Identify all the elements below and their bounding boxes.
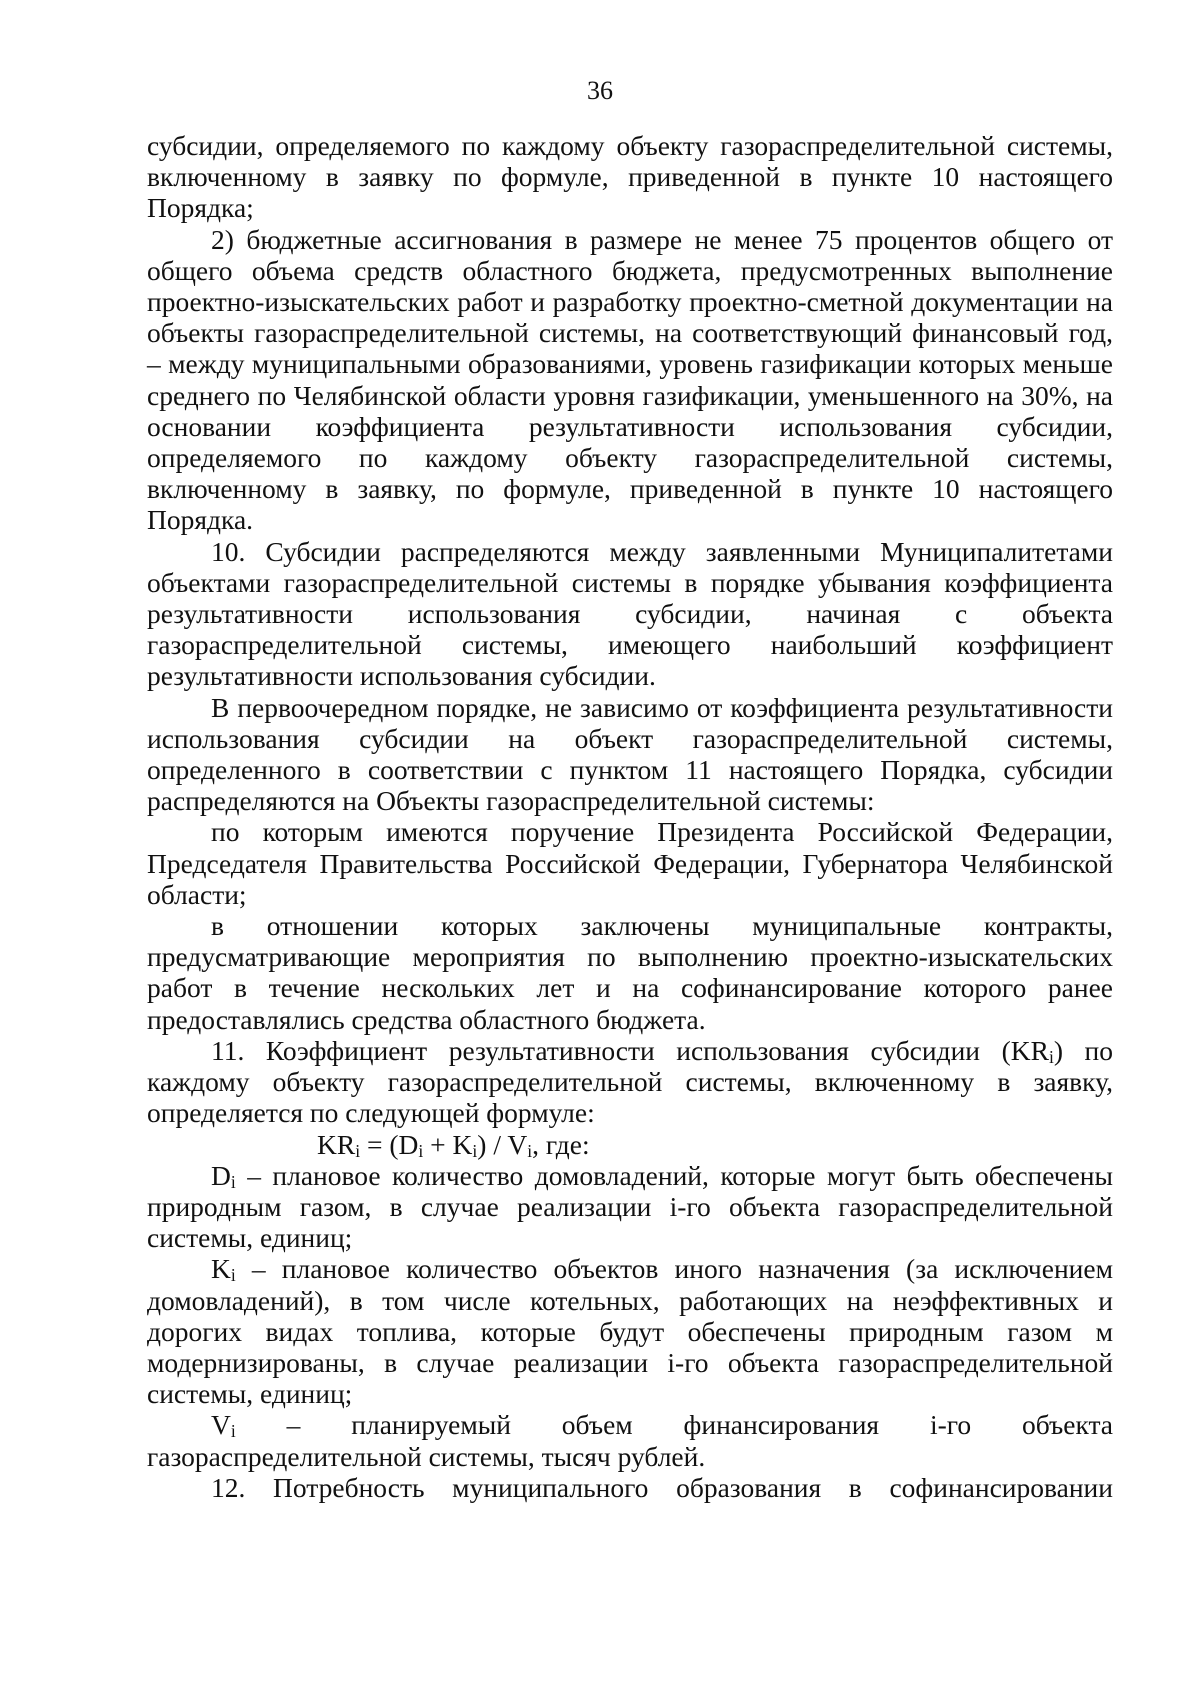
formula-sub-3: i xyxy=(472,1140,478,1161)
definition-di-text: – плановое количество домовладений, которые могут быть обеспечены природным газом, в случае реализации i-го объекта газораспределительной системы, единиц; xyxy=(147,1159,1113,1254)
clause-11-text-after: ) по каждому объекту газораспределительной системы, включенному в заявку, определяется по следующей формуле: xyxy=(147,1034,1113,1129)
clause-11-text-before: 11. Коэффициент результативности использования субсидии (KR xyxy=(211,1034,1049,1066)
paragraph-priority-order: В первоочередном порядке, не зависимо от коэффициента результативности использования субсидии на объект газораспределительной системы, определенного в соответствии с пунктом 11 настоящего Порядка, субсидии распределяются на Объекты газораспределительной системы: xyxy=(147,691,1113,817)
definition-vi-text: – планируемый объем финансирования i-го объекта газораспределительной системы, тысяч рублей. xyxy=(147,1409,1113,1472)
formula-sub-4: i xyxy=(527,1140,533,1161)
paragraph-clause-12: 12. Потребность муниципального образования в софинансировании xyxy=(211,1471,1113,1503)
definition-ki-subscript: i xyxy=(230,1265,236,1286)
definition-vi xyxy=(147,1409,1113,1471)
definition-di xyxy=(147,1160,1113,1254)
paragraph-president-instructions: по которым имеются поручение Президента Российской Федерации, Председателя Правительства Российской Федерации, Губернатора Челябинской области; xyxy=(147,816,1113,910)
formula-sub-1: i xyxy=(355,1140,361,1161)
document-body xyxy=(147,130,1113,1503)
formula-part-4: ) / V xyxy=(477,1128,528,1160)
definition-ki xyxy=(147,1253,1113,1409)
paragraph-clause-10: 10. Субсидии распределяются между заявленными Муниципалитетами объектами газораспределительной системы в порядке убывания коэффициента результативности использования субсидии, начиная с объекта газораспределительной системы, имеющего наибольший коэффициент результативности использования субсидии. xyxy=(147,535,1113,692)
paragraph-clause-11 xyxy=(147,1035,1113,1129)
clause-11-subscript: i xyxy=(1048,1047,1054,1068)
paragraph-municipal-contracts: в отношении которых заключены муниципальные контракты, предусматривающие мероприятия по выполнению проектно-изыскательских работ в течение нескольких лет и на софинансирование которого ранее предоставлялись средства областного бюджета. xyxy=(147,910,1113,1035)
formula-part-3: + K xyxy=(423,1128,473,1160)
definition-di-subscript: i xyxy=(230,1171,236,1192)
formula-part-2: = (D xyxy=(360,1128,419,1160)
page-number: 36 xyxy=(587,76,613,105)
formula-part-5: , где: xyxy=(532,1128,590,1160)
formula-part-1: KR xyxy=(317,1128,356,1160)
paragraph-continuation: субсидии, определяемого по каждому объекту газораспределительной системы, включенному в заявку по формуле, приведенной в пункте 10 настоящего Порядка; xyxy=(147,130,1113,224)
formula-kr xyxy=(147,1129,1113,1160)
definition-ki-text: – плановое количество объектов иного назначения (за исключением домовладений), в том числе котельных, работающих на неэффективных и дорогих видах топлива, которые будут обеспечены природным газом м модернизированы, в случае реализации i-го объекта газораспределительной системы, единиц; xyxy=(147,1253,1113,1410)
formula-sub-2: i xyxy=(418,1140,424,1161)
definition-ki-symbol: K xyxy=(211,1253,231,1285)
definition-vi-symbol: V xyxy=(211,1409,231,1441)
paragraph-item-2: 2) бюджетные ассигнования в размере не менее 75 процентов общего от общего объема средств областного бюджета, предусмотренных выполнение проектно-изыскательских работ и разработку проектно-сметной документации на объекты газораспределительной системы, на соответствующий финансовый год, – между муниципальными образованиями, уровень газификации которых меньше среднего по Челябинской области уровня газификации, уменьшенного на 30%, на основании коэффициента результативности использования субсидии, определяемого по каждому объекту газораспределительной системы, включенному в заявку, по формуле, приведенной в пункте 10 настоящего Порядка. xyxy=(147,223,1113,536)
definition-vi-subscript: i xyxy=(230,1421,236,1442)
definition-di-symbol: D xyxy=(211,1159,231,1191)
